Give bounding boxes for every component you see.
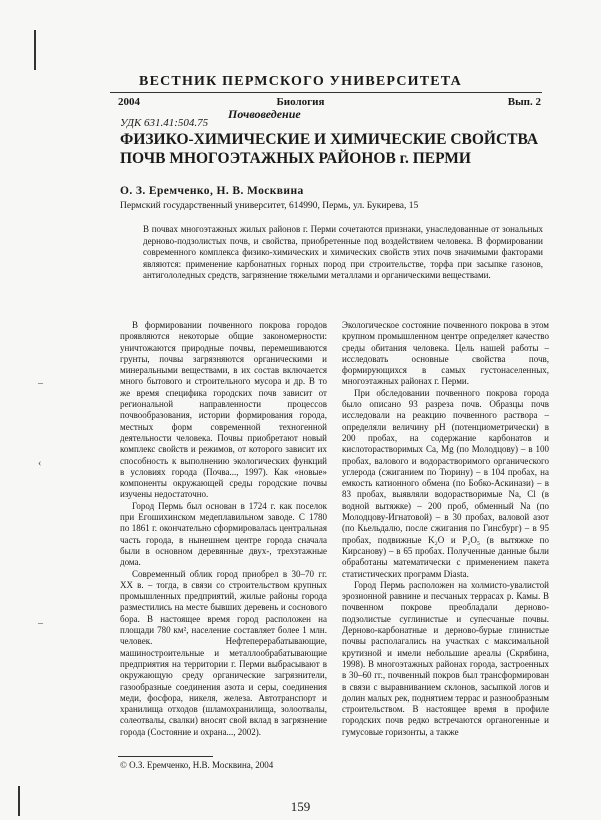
paragraph: Город Пермь был основан в 1724 г. как поселок при Егошихинском медеплавильном заводе. С 1780 по 1861 г. окончательно сформировалась центральная часть города, в нынешнем центре города сначала были в основном деревянные двух-, трехэтажные дома.: [120, 500, 327, 568]
page-number: 159: [290, 799, 311, 814]
column-left: [120, 320, 327, 738]
paragraph: В формировании почвенного покрова городов проявляются некоторые общие закономерности: уничтожаются природные почвы, перемешиваются грунты, почвы загрязняются органическими и минеральными веществами, в их состав включается много бытового и строительного мусора и др. В то же время специфика городских почв зависит от региональной направленности процессов почвообразования, истории формирования города, местных форм современной техногенной деятельности человека. Почвы приобретают новый комплекс свойств и режимов, от которого зависит их способность к выполнению экологических функций в условиях города (Почва..., 1997). Как «новые» компоненты окружающей среды городские почвы изучены недостаточно.: [120, 320, 327, 500]
margin-line-top: [34, 30, 36, 70]
paragraph: Современный облик город приобрел в 30–70 гг. XX в. – тогда, в связи со строительством крупных промышленных предприятий, жилые районы города разместились на месте бывших деревень и соснового бора. В настоящее время город расположен на площади 780 км², население составляет более 1 млн. человек. Нефтеперерабатывающие, машиностроительные и металлообрабатывающие предприятия на территории г. Перми выбрасывают в окружающую среду органические загрязнители, газообразные соединения азота и серы, соединения меди, фосфора, никеля, железа. Автотранспорт и хранилища отходов (шламохранилища, золоотвалы, солеотвалы, свалки) вносят свой вклад в загрязнение города (Состояние и охрана..., 2002).: [120, 568, 327, 737]
column-right: [342, 320, 549, 738]
margin-tick-1: –: [38, 378, 43, 389]
paragraph: При обследовании почвенного покрова города было описано 93 разреза почв. Образцы почв исследовали на реакцию почвенного раствора – определяли величину pH (потенциометрически) в 200 пробах, на содержание карбонатов и кислоторастворимых Ca, Mg (по Молодцову) – в 100 пробах, валового и водорастворимого органического углерода (сжиганием по Тюрину) – в 104 пробах, на емкость катионного обмена (по Бобко-Аскинази) – в 83 пробах, выявляли водорастворимые Na, Cl (в водной вытяжке) – 200 проб, обменный Na (по Молодцову-Игнатовой) – в 30 пробах, валовой азот (по Кьельдалю, после сжигания по Гинсбург) – в 95 пробах, подвижные K₂O и P₂O₅ (в вытяжке по Кирсанову) – в 65 пробах. Полученные данные были обработаны математически с применением пакета статистических программ Diasta.: [342, 387, 549, 579]
authors: О. З. Еремченко, Н. В. Москвина: [120, 185, 304, 197]
journal-title: ВЕСТНИК ПЕРМСКОГО УНИВЕРСИТЕТА: [139, 74, 462, 89]
subsection: Почвоведение: [228, 107, 301, 121]
article-title: ФИЗИКО-ХИМИЧЕСКИЕ И ХИМИЧЕСКИЕ СВОЙСТВА ПОЧВ МНОГОЭТАЖНЫХ РАЙОНОВ г. ПЕРМИ: [120, 131, 539, 167]
affiliation: Пермский государственный университет, 614990, Пермь, ул. Букирева, 15: [120, 201, 419, 211]
abstract: В почвах многоэтажных жилых районов г. Перми сочетаются признаки, унаследованные от зональных дерново-подзолистых почв, и свойства, приобретенные под воздействием человека. В формировании современного комплекса физико-химических и химических свойств этих почв значимыми факторами являются: применение карбонатных горных пород при строительстве, торфа при засыпке газонов, антигололедных средств, загрязнение тяжелыми металлами и органическими веществами.: [143, 224, 543, 280]
issue: Вып. 2: [507, 96, 541, 108]
section: Биология: [276, 96, 325, 108]
footnote-rule: [118, 756, 213, 757]
margin-tick-2: ‹: [38, 458, 42, 469]
udk-code: УДК 631.41:504.75: [120, 117, 209, 129]
paragraph: Экологическое состояние почвенного покрова в этом крупном промышленном центре определяет качество среды обитания человека. Цель нашей работы – исследовать основные свойства почв, формирующихся в самых густонаселенных, многоэтажных районах г. Перми.: [342, 320, 549, 387]
header-rule: [110, 92, 542, 93]
year: 2004: [118, 96, 140, 108]
copyright-footnote: © О.З. Еремченко, Н.В. Москвина, 2004: [120, 760, 274, 770]
margin-tick-3: –: [38, 618, 43, 629]
paragraph: Город Пермь расположен на холмисто-увалистой эрозионной равнине и песчаных террасах р. Камы. В почвенном покрове преобладали дерново-подзолистые суглинистые и супесчаные почвы. Дерново-карбонатные и дерново-бурые глинистые почвы располагались на участках с максимальной крутизной и имели небольшие ареалы (Скрябина, 1998). В многоэтажных районах города, застроенных в 30–60 гг., почвенный покров был трансформирован в связи с выравниванием склонов, засыпкой логов и долин малых рек, поднятием террас и разнообразным строительством. В настоящее время в профиле городских почв редко встречаются органогенные и гумусовые горизонты, а также: [342, 579, 549, 737]
